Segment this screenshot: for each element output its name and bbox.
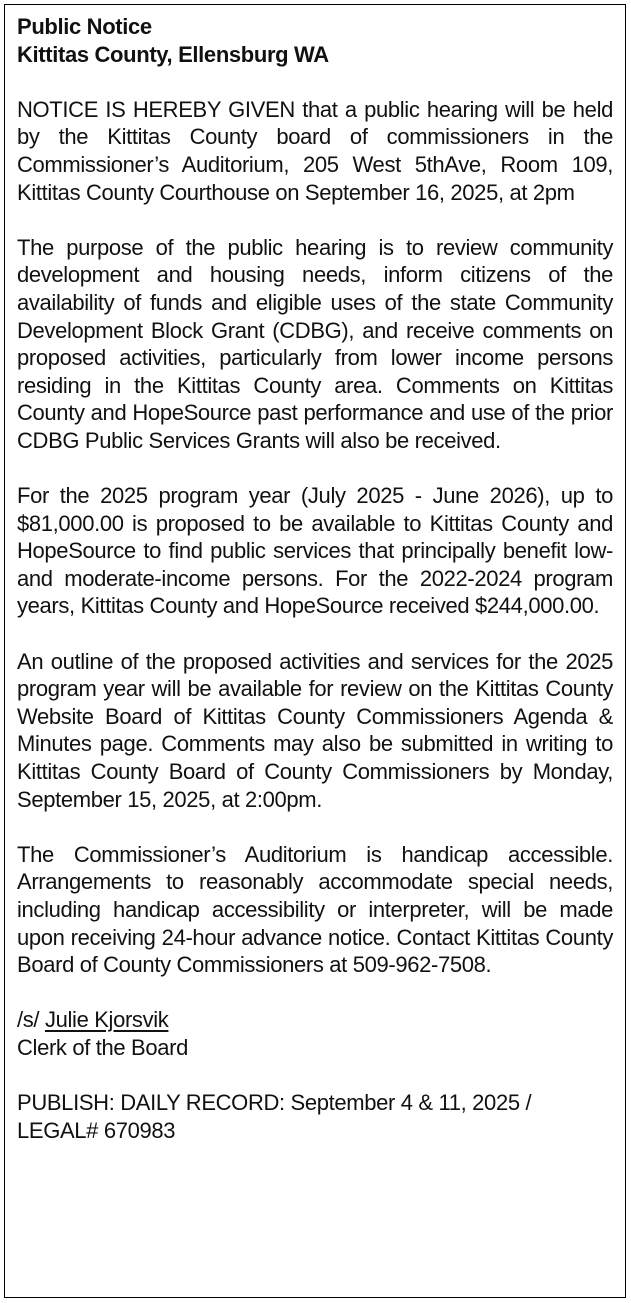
paragraph-accessibility: The Commissioner’s Auditorium is handicap accessible. Arrangements to reasonably accommodate special needs, including handicap accessibility or interpreter, will be made upon receiving 24-hour advance notice. Contact Kittitas County Board of County Commissioners at 509-962-7508. <box>17 841 613 978</box>
signature-block <box>17 1006 613 1061</box>
notice-header <box>17 13 613 68</box>
publish-line: PUBLISH: DAILY RECORD: September 4 & 11, 2025 / <box>17 1090 532 1116</box>
legal-number: LEGAL# 670983 <box>17 1117 176 1143</box>
signature-name: Julie Kjorsvik <box>44 1007 169 1033</box>
paragraph-outline: An outline of the proposed activities and services for the 2025 program year will be available for review on the Kittitas County Website Board of Kittitas County Commissioners Agenda & Minutes page. Comments may also be submitted in writing to Kittitas County Board of County Commissioners by Monday, September 15, 2025, at 2:00pm. <box>17 648 613 812</box>
signature-line <box>17 1006 613 1034</box>
legal-notice <box>4 4 626 1298</box>
paragraph-funding: For the 2025 program year (July 2025 - June 2026), up to $81,000.00 is proposed to be available to Kittitas County and HopeSource to find public services that principally benefit low- and moderate-income persons. For the 2022-2024 program years, Kittitas County and HopeSource received $244,000.00. <box>17 483 613 619</box>
paragraph-hearing-notice: NOTICE IS HEREBY GIVEN that a public hearing will be held by the Kittitas County board of commissioners in the Commissioner’s Auditorium, 205 West 5thAve, Room 109, Kittitas County Courthouse on September 16, 2025, at 2pm <box>17 96 613 205</box>
paragraph-purpose: The purpose of the public hearing is to review community development and housing needs, inform citizens of the availability of funds and eligible uses of the state Community Development Block Grant (CDBG), and receive comments on proposed activities, particularly from lower income persons residing in the Kittitas County area. Comments on Kittitas County and HopeSource past performance and use of the prior CDBG Public Services Grants will also be received. <box>17 234 613 453</box>
notice-title: Public Notice <box>17 14 152 39</box>
notice-location: Kittitas County, Ellensburg WA <box>17 41 329 67</box>
signature-prefix: /s/ <box>17 1007 40 1033</box>
publish-info <box>17 1089 613 1144</box>
signature-title: Clerk of the Board <box>17 1034 189 1060</box>
